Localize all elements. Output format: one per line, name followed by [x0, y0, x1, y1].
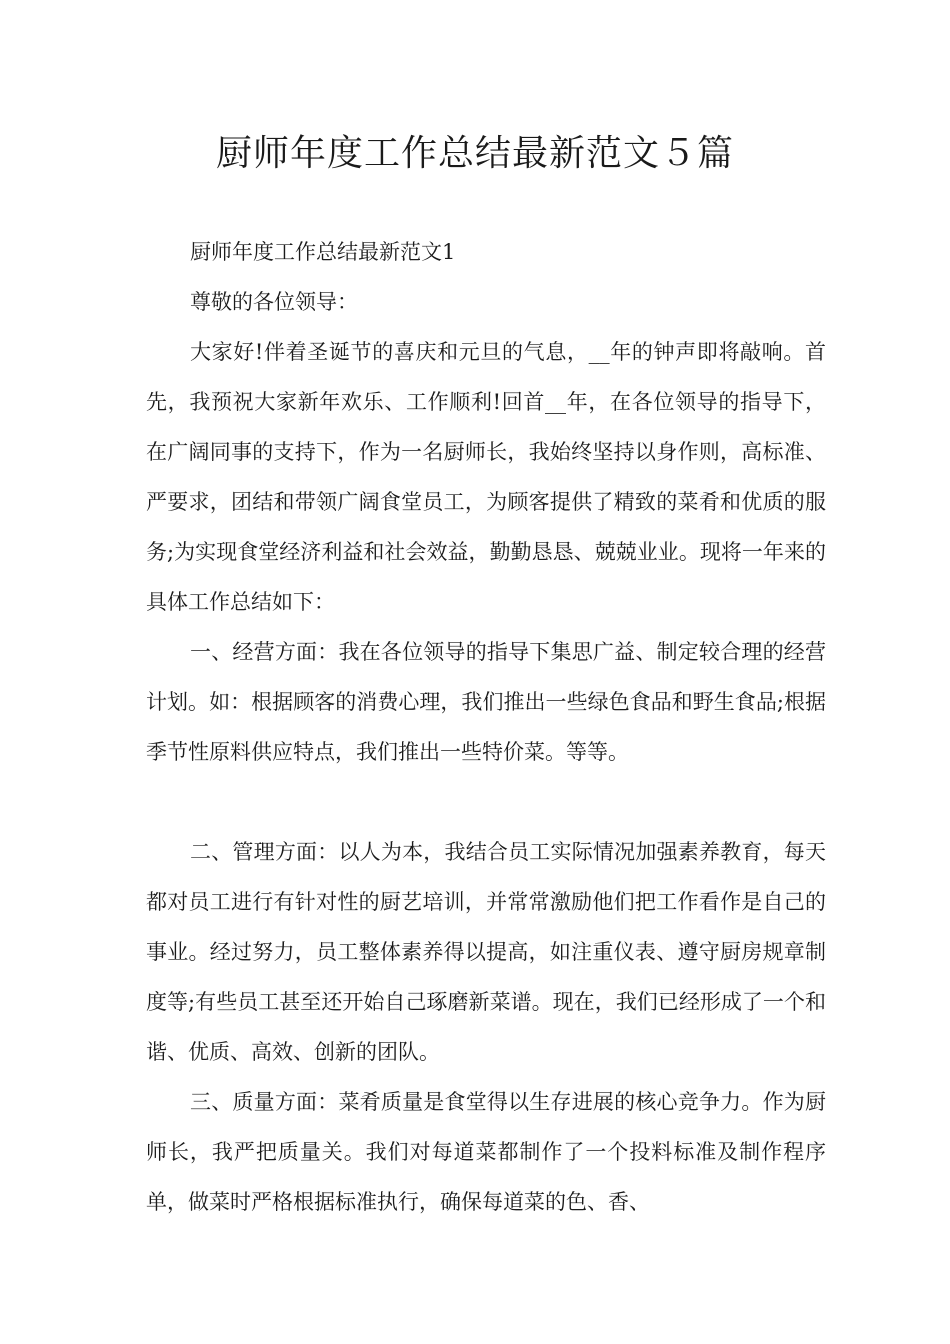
operations-paragraph: 一、经营方面：我在各位领导的指导下集思广益、制定较合理的经营计划。如：根据顾客的消费心理，我们推出一些绿色食品和野生食品;根据季节性原料供应特点，我们推出一些特价菜。等等。: [146, 640, 826, 764]
salutation-paragraph: 尊敬的各位领导：: [190, 290, 358, 314]
intro-paragraph: 大家好!伴着圣诞节的喜庆和元旦的气息，__年的钟声即将敲响。首先，我预祝大家新年欢乐、工作顺利!回首__年，在各位领导的指导下，在广阔同事的支持下，作为一名厨师长，我始终坚持以身作则，高标准、严要求，团结和带领广阔食堂员工，为顾客提供了精致的菜肴和优质的服务;为实现食堂经济利益和社会效益，勤勤恳恳、兢兢业业。现将一年来的具体工作总结如下：: [146, 340, 826, 614]
subtitle-paragraph: 厨师年度工作总结最新范文1: [190, 240, 456, 264]
document-title: 厨师年度工作总结最新范文５篇: [215, 133, 734, 174]
quality-paragraph: 三、质量方面：菜肴质量是食堂得以生存进展的核心竞争力。作为厨师长，我严把质量关。我们对每道菜都制作了一个投料标准及制作程序单，做菜时严格根据标准执行，确保每道菜的色、香、: [146, 1090, 826, 1214]
management-paragraph: 二、管理方面：以人为本，我结合员工实际情况加强素养教育，每天都对员工进行有针对性的厨艺培训，并常常激励他们把工作看作是自己的事业。经过努力，员工整体素养得以提高，如注重仪表、遵守厨房规章制度等;有些员工甚至还开始自己琢磨新菜谱。现在，我们已经形成了一个和谐、优质、高效、创新的团队。: [146, 840, 826, 1064]
document-body: [146, 227, 826, 1227]
